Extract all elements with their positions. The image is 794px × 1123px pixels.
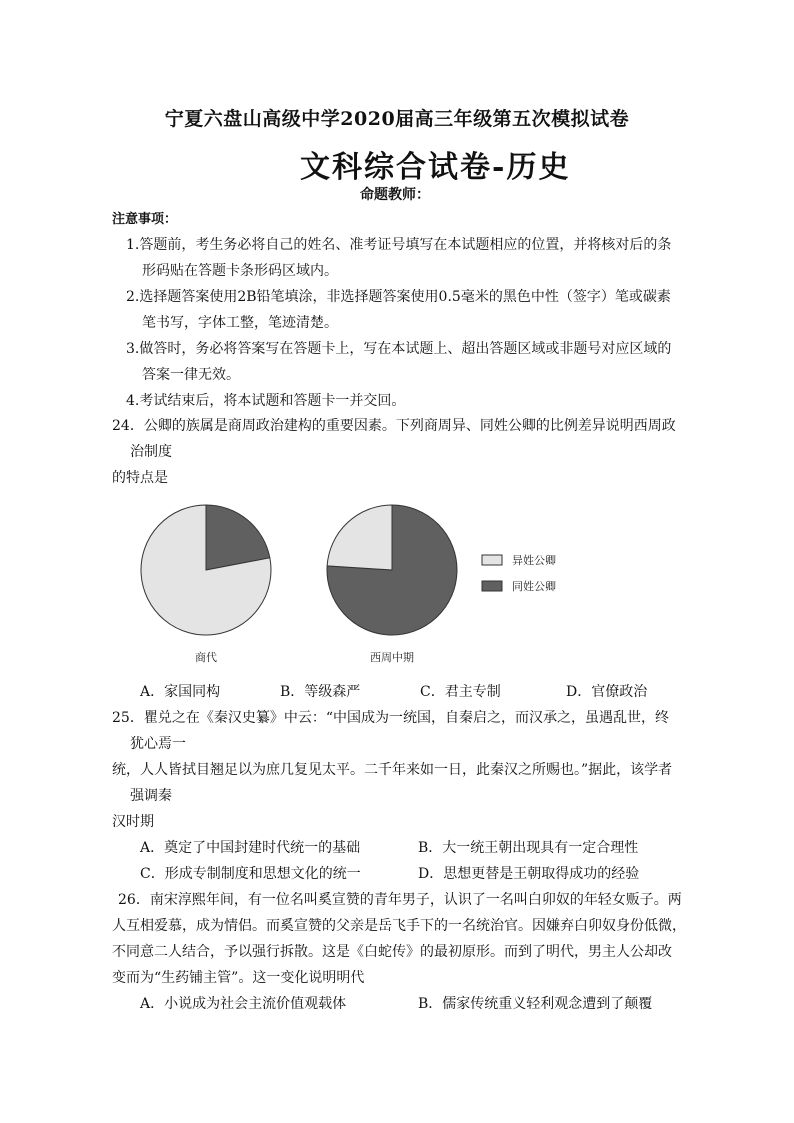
q24-option-a: A．家国同构 <box>140 684 221 700</box>
note-line: 4.考试结束后，将本试题和答题卡一并交回。 <box>126 393 406 409</box>
q26-option-a: A．小说成为社会主流价值观载体 <box>140 996 347 1012</box>
q25-option-b: B．大一统王朝出现具有一定合理性 <box>418 840 639 856</box>
q25-stem: 犹心焉一 <box>130 736 186 752</box>
legend-swatch <box>482 555 502 565</box>
notes-heading: 注意事项： <box>112 212 178 227</box>
school-title: 宁夏六盘山高级中学2020届高三年级第五次模拟试卷 <box>164 108 630 130</box>
q25-stem: 强调秦 <box>130 788 172 804</box>
q26-stem: 26．南宋淳熙年间，有一位名叫奚宣赞的青年男子，认识了一名叫白卯奴的年轻女贩子。两 <box>118 892 682 908</box>
q25-stem: 汉时期 <box>112 814 154 830</box>
pie-chart-figure <box>130 500 610 674</box>
q25-option-d: D．思想更替是王朝取得成功的经验 <box>418 866 640 882</box>
q24-stem: 的特点是 <box>112 470 168 486</box>
q25-stem: 25．瞿兑之在《秦汉史纂》中云：“中国成为一统国，自秦启之，而汉承之，虽遇乱世，终 <box>112 710 669 726</box>
pie-label: 西周中期 <box>370 651 414 664</box>
q24-stem: 治制度 <box>130 444 172 460</box>
q24-option-d: D．官僚政治 <box>566 684 648 700</box>
q25-option-c: C．形成专制制度和思想文化的统一 <box>140 866 361 882</box>
q26-stem: 人互相爱慕，成为情侣。而奚宣赞的父亲是岳飞手下的一名统治官。因嫌弃白卯奴身份低微， <box>112 918 686 934</box>
legend-label: 异姓公卿 <box>512 554 556 567</box>
q25-stem: 统，人人皆拭目翘足以为庶几复见太平。二千年来如一日，此秦汉之所赐也。”据此，该学者 <box>112 762 673 778</box>
pie-label: 商代 <box>195 651 217 664</box>
q24-option-c: C．君主专制 <box>420 684 501 700</box>
note-line: 笔书写，字体工整，笔迹清楚。 <box>142 315 338 331</box>
note-line: 答案一律无效。 <box>142 367 240 383</box>
q24-stem: 24．公卿的族属是商周政治建构的重要因素。下列商周异、同姓公卿的比例差异说明西周政 <box>112 418 676 434</box>
author-label: 命题教师： <box>360 187 430 203</box>
pie-chart <box>130 500 610 670</box>
exam-title: 文科综合试卷-历史 <box>300 150 571 185</box>
q26-option-b: B．儒家传统重义轻利观念遭到了颠覆 <box>418 996 653 1012</box>
q26-stem: 不同意二人结合，予以强行拆散。这是《白蛇传》的最初原形。而到了明代，男主人公却改 <box>112 944 672 960</box>
note-line: 3.做答时，务必将答案写在答题卡上，写在本试题上、超出答题区域或非题号对应区域的 <box>126 341 672 357</box>
note-line: 形码贴在答题卡条形码区域内。 <box>142 263 338 279</box>
q26-stem: 变而为“生药铺主管”。这一变化说明明代 <box>112 970 365 986</box>
pie-slice <box>327 505 392 570</box>
legend-swatch <box>482 581 502 591</box>
q24-option-b: B．等级森严 <box>280 684 361 700</box>
q25-option-a: A．奠定了中国封建时代统一的基础 <box>140 840 361 856</box>
note-line: 2.选择题答案使用2B铅笔填涂，非选择题答案使用0.5毫米的黑色中性（签字）笔或碳素 <box>126 289 671 305</box>
note-line: 1.答题前，考生务必将自己的姓名、准考证号填写在本试题相应的位置，并将核对后的条 <box>126 237 672 253</box>
legend-label: 同姓公卿 <box>512 580 556 593</box>
